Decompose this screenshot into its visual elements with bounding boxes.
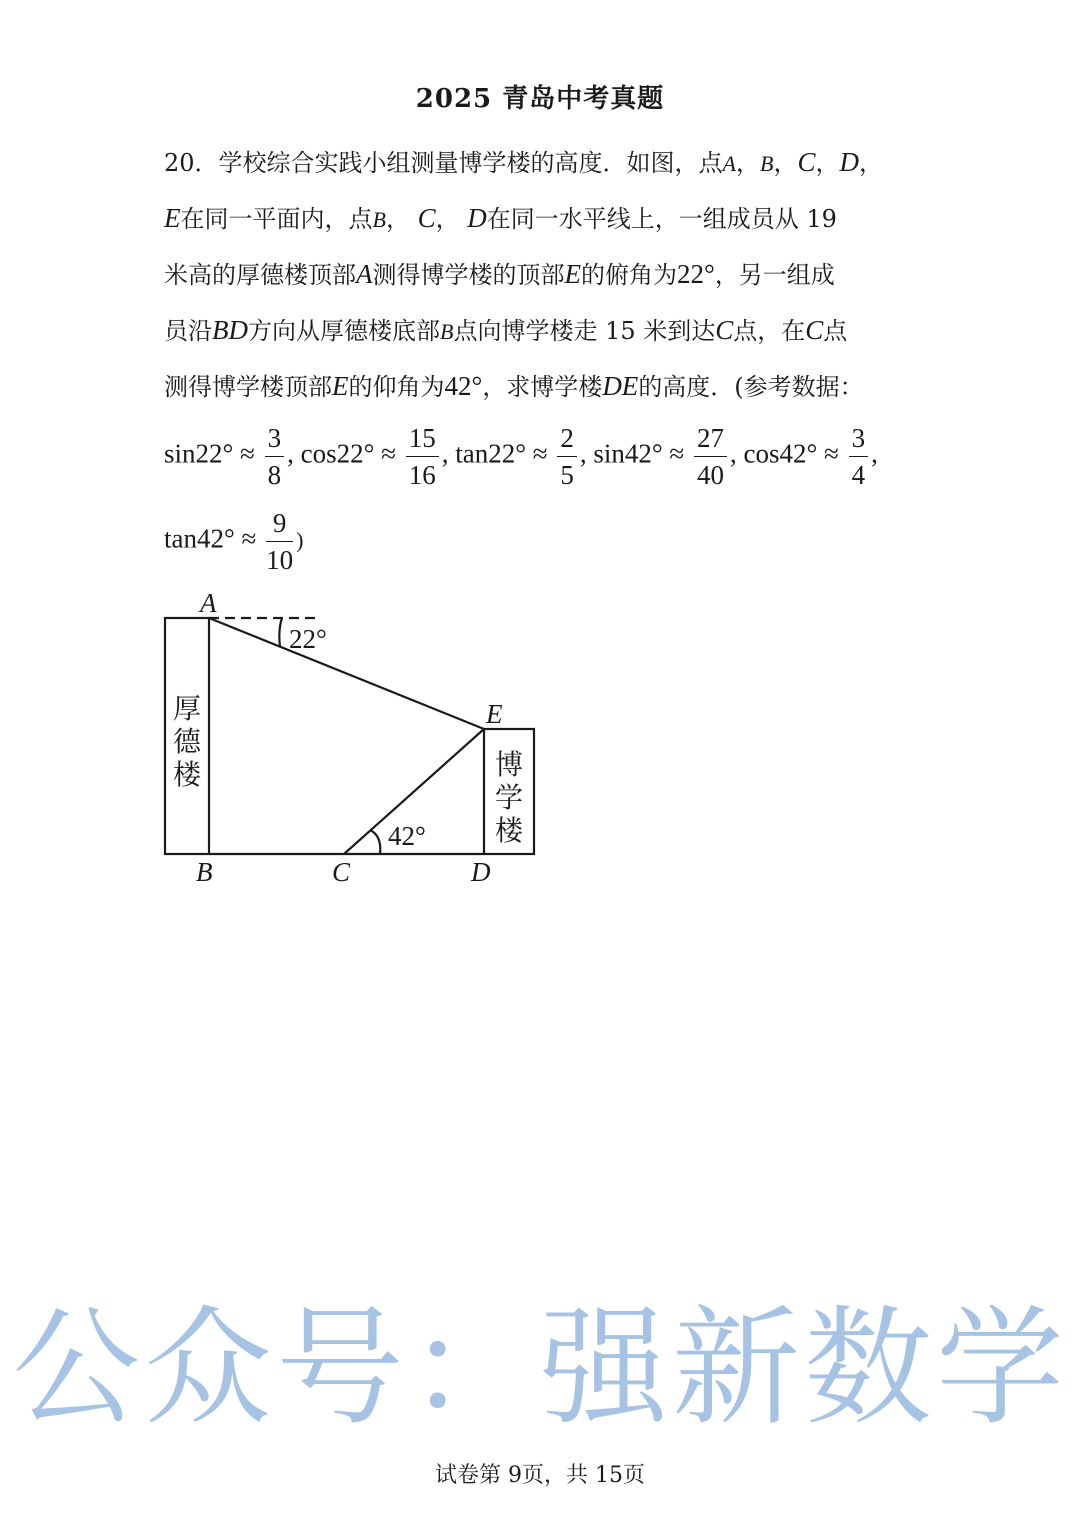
label-C: C	[332, 857, 351, 887]
label-D: D	[471, 857, 491, 887]
fraction-sin42: $\frac{27}{40}$	[694, 420, 727, 493]
angle-arc-42	[370, 830, 380, 854]
geometry-diagram	[150, 590, 550, 890]
page-title: 2025 青岛中考真题	[415, 84, 665, 114]
fraction-cos42: $\frac{3}{4}$	[849, 420, 869, 493]
fraction-tan22: $\frac{2}{5}$	[557, 420, 577, 493]
point-B: B	[760, 151, 774, 176]
problem-line-4: 员沿BD方向从厚德楼底部B点向博学楼走 15 米到达C点，在C点	[164, 315, 848, 345]
houde-char-2: 德	[172, 725, 202, 758]
reference-data-line-1: sin22° ≈ $\frac{3}{8}$ , cos22° ≈ $\frac{15}{16}$ , tan22° ≈ $\frac{2}{5}$ , sin42° ≈ $\frac{27}{40}$ , cos42° ≈ $\frac{3}{4}$ ,	[164, 420, 878, 493]
watermark: 公众号：强新数学	[11, 1294, 1068, 1443]
problem-line-5: 测得博学楼顶部E的仰角为42°，求博学楼DE的高度．(参考数据：	[164, 371, 864, 401]
point-D: D	[839, 147, 859, 177]
fraction-sin22: $\frac{3}{8}$	[265, 420, 285, 493]
label-A: A	[200, 590, 217, 618]
angle-label-22: 22°	[289, 624, 327, 654]
page-footer: 试卷第 9页，共 15页	[435, 1463, 645, 1488]
boxue-char-3: 楼	[494, 814, 524, 847]
boxue-char-1: 博	[494, 748, 524, 781]
label-E: E	[486, 699, 503, 729]
boxue-char-2: 学	[494, 781, 524, 814]
point-C: C	[797, 147, 816, 177]
label-B: B	[196, 857, 213, 887]
line-AE	[209, 618, 484, 729]
problem-line-1: 20．学校综合实践小组测量博学楼的高度．如图，点A，B，C，D，	[164, 147, 883, 177]
angle-label-42: 42°	[388, 821, 426, 851]
fraction-cos22: $\frac{15}{16}$	[406, 420, 439, 493]
fraction-tan42: $\frac{9}{10}$	[266, 505, 293, 578]
angle-arc-22	[279, 618, 282, 647]
point-A: A	[722, 151, 736, 176]
houde-char-3: 楼	[172, 758, 202, 791]
problem-line-2: E在同一平面内，点B， C， D在同一水平线上，一组成员从 19	[164, 203, 837, 233]
problem-line-3: 米高的厚德楼顶部A测得博学楼的顶部E的俯角为22°，另一组成	[164, 259, 835, 289]
reference-data-line-2: tan42° ≈ $\frac{9}{10}$ )	[164, 505, 303, 578]
houde-char-1: 厚	[172, 692, 202, 725]
